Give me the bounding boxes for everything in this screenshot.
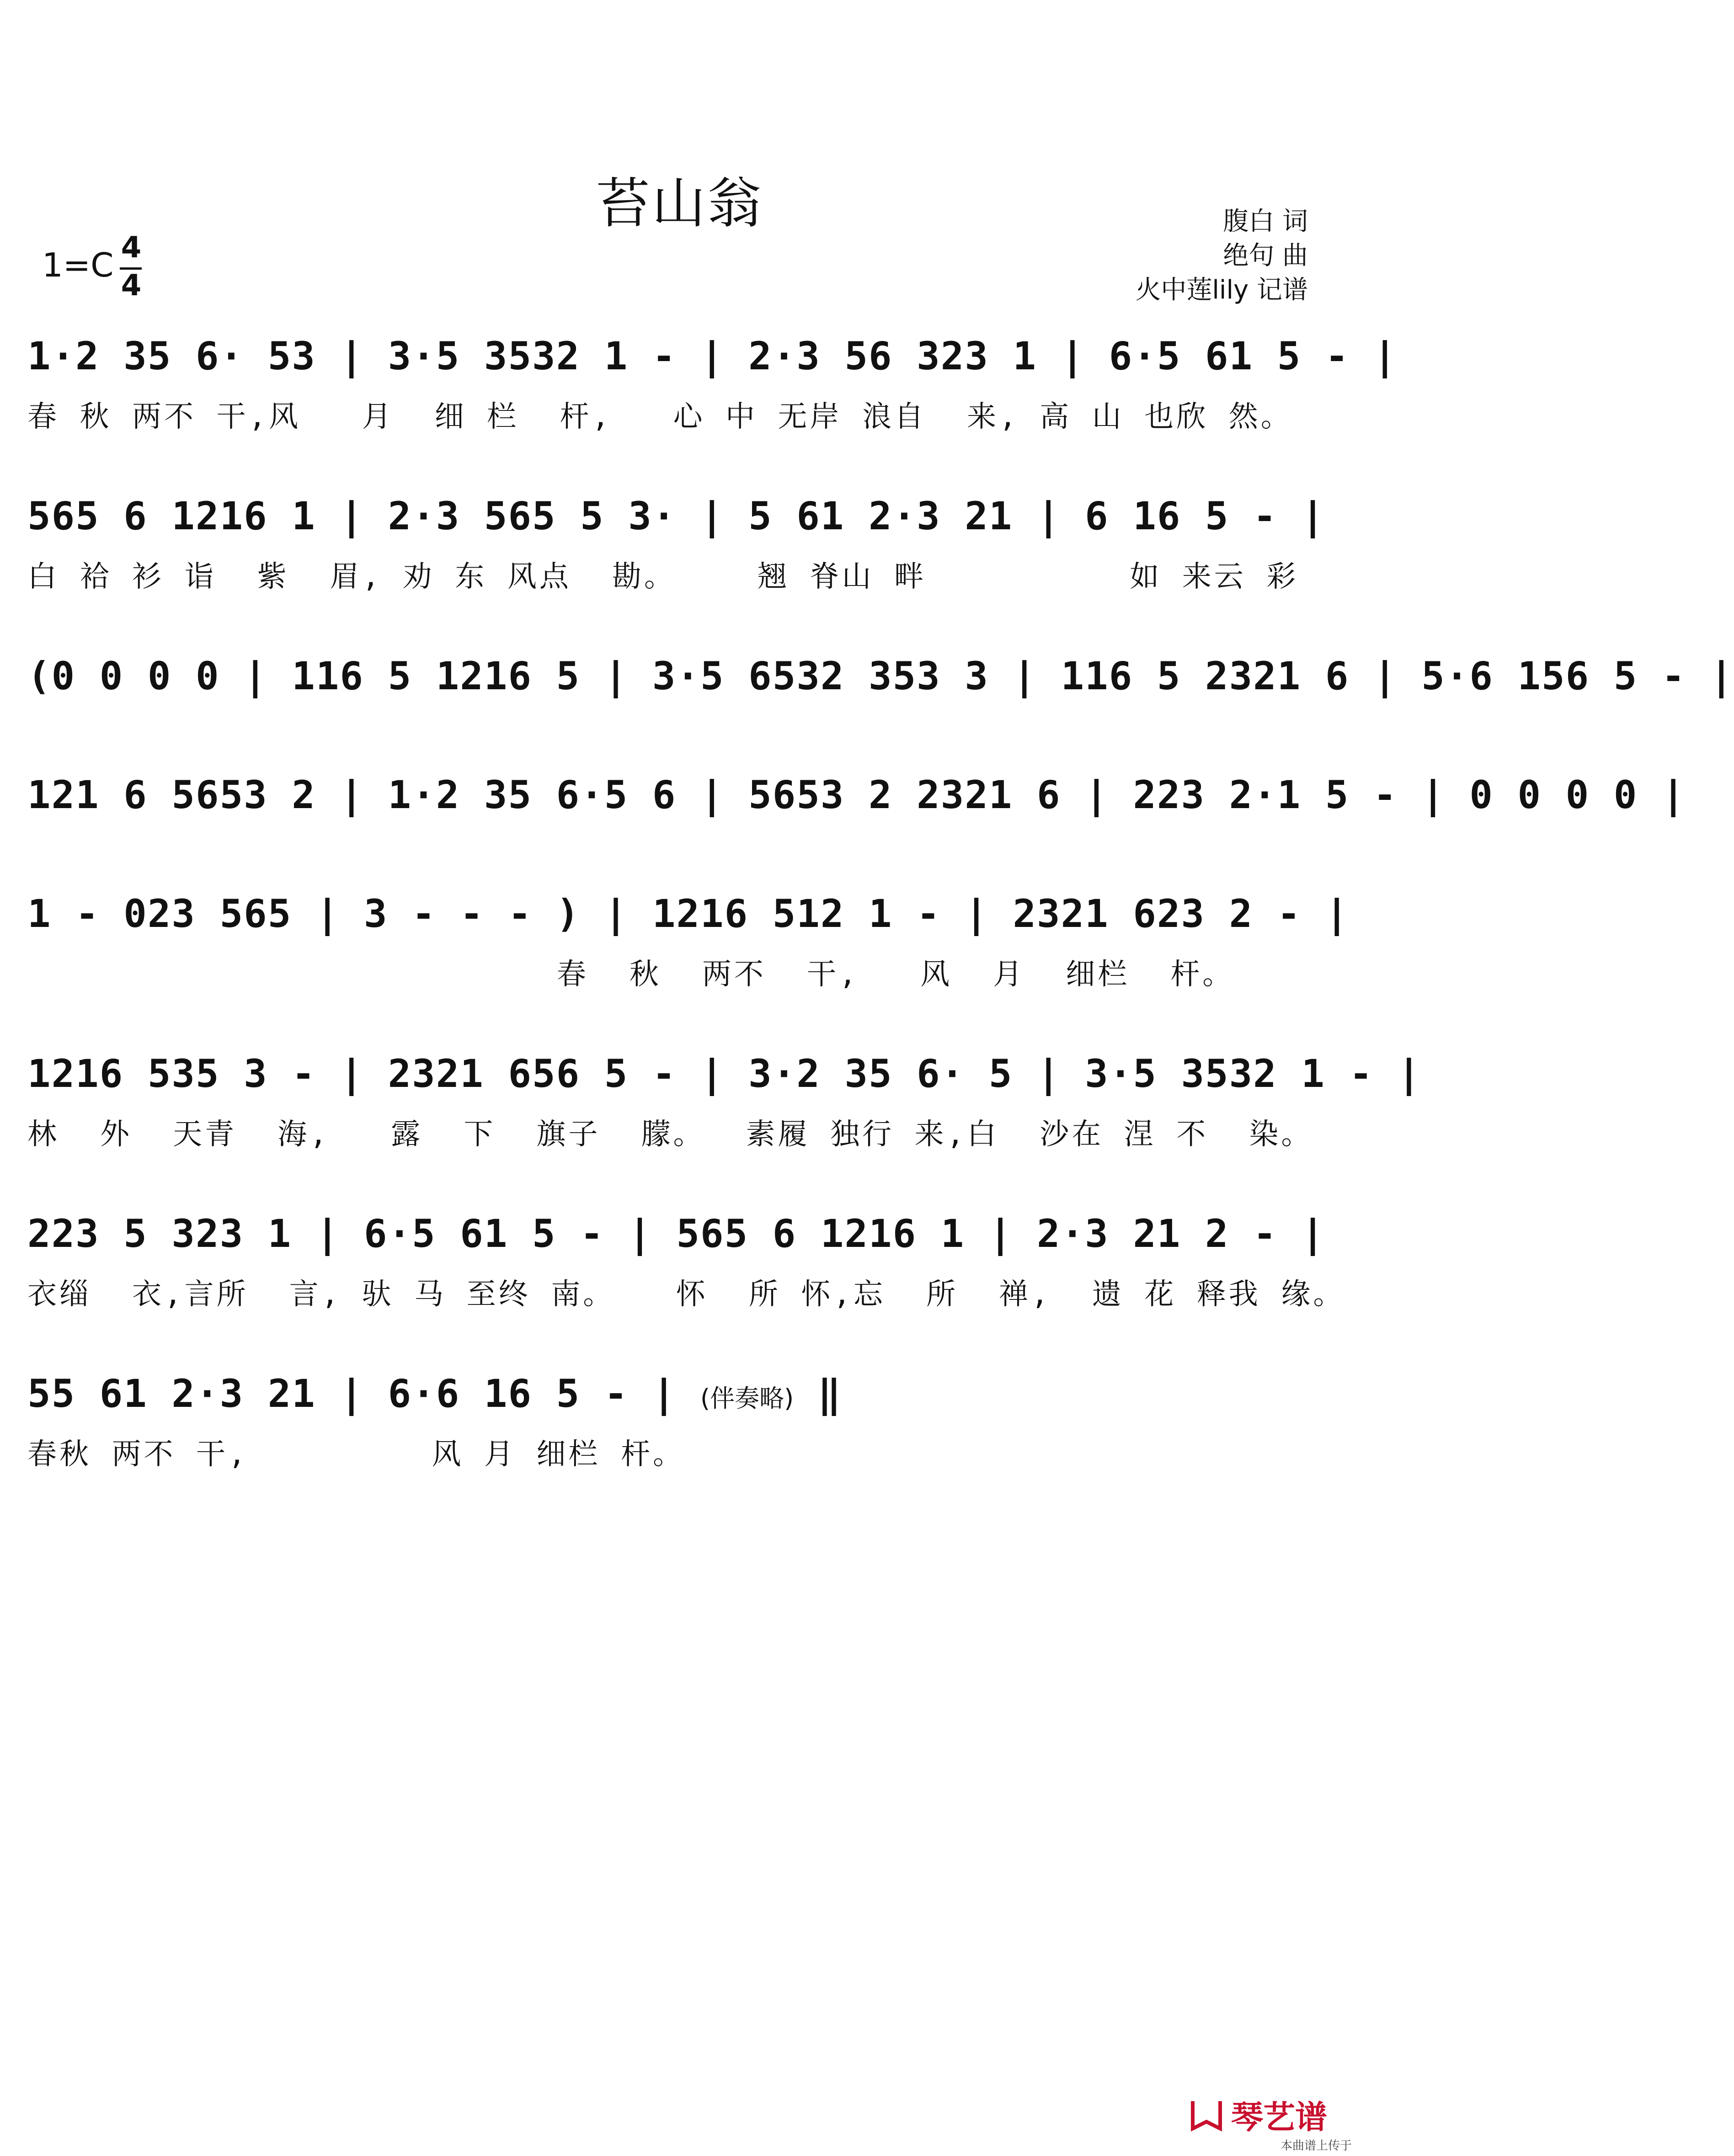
notation-line: (0 0 0 0 | 116 5 1216 5 | 3·5 6532 353 3 | 116 5 2321 6 | 5·6 156 5 - |	[27, 654, 1734, 698]
lyric-line: 春秋 两不 干, 风 月 细栏 杆。	[27, 1437, 685, 1471]
notation-line	[27, 1371, 842, 1416]
composer-credit: 绝句 曲	[1223, 241, 1308, 271]
lyric-line: 白 袷 衫 诣 紫 眉, 劝 东 风点 勘。 翘 脊山 畔 如 来云 彩	[27, 560, 1299, 594]
upload-tagline: 本曲谱上传于	[1280, 2139, 1352, 2153]
accompaniment-note: (伴奏略)	[700, 1384, 794, 1413]
score-title: 苔山翁	[596, 172, 763, 235]
key-signature: 1=C	[42, 246, 114, 284]
notation-line: 223 5 323 1 | 6·5 61 5 - | 565 6 1216 1 | 2·3 21 2 - |	[27, 1211, 1325, 1256]
time-signature-top: 4	[121, 231, 142, 265]
notation-text: 55 61 2·3 21 | 6·6 16 5 - |	[27, 1371, 677, 1416]
logo-text: 琴艺谱	[1231, 2098, 1327, 2136]
lyricist-credit: 腹白 词	[1223, 207, 1308, 236]
notation-line: 1 - 023 565 | 3 - - - ) | 1216 512 1 - | 2321 623 2 - |	[27, 891, 1350, 936]
notation-line: 1·2 35 6· 53 | 3·5 3532 1 - | 2·3 56 323 1 | 6·5 61 5 - |	[27, 334, 1398, 378]
notation-line: 121 6 5653 2 | 1·2 35 6·5 6 | 5653 2 2321 6 | 223 2·1 5 - | 0 0 0 0 |	[27, 772, 1686, 817]
notation-line: 1216 535 3 - | 2321 656 5 - | 3·2 35 6· 5 | 3·5 3532 1 - |	[27, 1051, 1422, 1096]
site-logo	[1188, 2092, 1327, 2138]
time-signature-bottom: 4	[121, 269, 142, 303]
notation-line: 565 6 1216 1 | 2·3 565 5 3· | 5 61 2·3 21 | 6 16 5 - |	[27, 494, 1325, 538]
logo-icon	[1188, 2097, 1225, 2133]
transcriber-credit: 火中莲lily 记谱	[1135, 275, 1308, 305]
lyric-line: 春 秋 两不 干, 风 月 细栏 杆。	[27, 958, 1235, 991]
lyric-line: 春 秋 两不 干,风 月 细 栏 杆, 心 中 无岸 浪自 来, 高 山 也欣 然。	[27, 400, 1293, 434]
lyric-line: 林 外 天青 海, 露 下 旗子 朦。 素履 独行 来,白 沙在 涅 不 染。	[27, 1118, 1313, 1151]
final-barline: ‖	[817, 1371, 842, 1416]
lyric-line: 衣缁 衣,言所 言, 驮 马 至终 南。 怀 所 怀,忘 所 禅, 遗 花 释我 缘。	[27, 1278, 1345, 1311]
